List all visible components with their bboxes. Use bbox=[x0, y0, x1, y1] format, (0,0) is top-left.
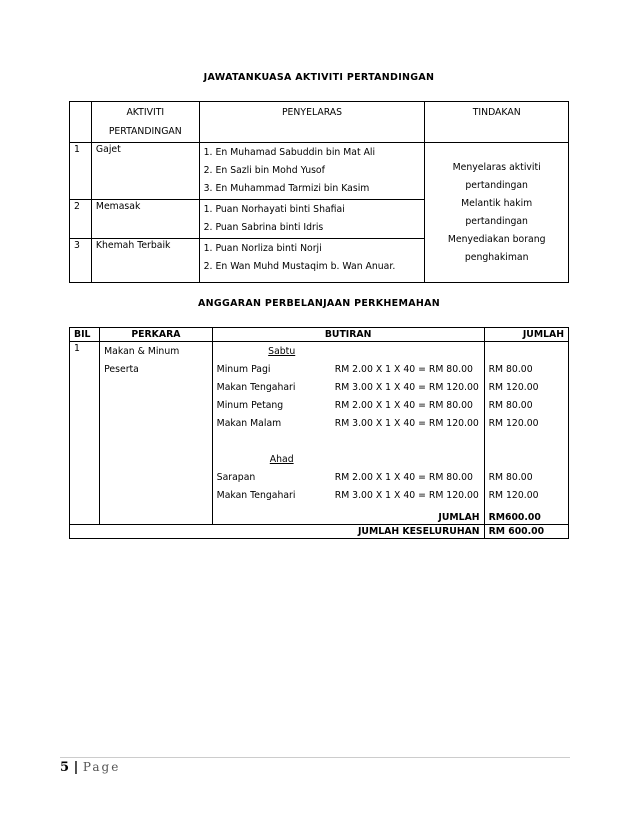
budget-title: ANGGARAN PERBELANJAAN PERKHEMAHAN bbox=[197, 298, 441, 309]
header-perkara: PERKARA bbox=[100, 328, 213, 342]
table-row bbox=[70, 342, 569, 507]
footer-separator: | bbox=[69, 760, 83, 775]
row-no: 3 bbox=[70, 239, 92, 283]
keseluruhan-row bbox=[70, 525, 569, 539]
committee-title: JAWATANKUASA AKTIVITI PERTANDINGAN bbox=[203, 72, 435, 83]
row-no: 1 bbox=[70, 143, 92, 200]
header-penyelaras: PENYELARAS bbox=[199, 102, 425, 143]
page-footer bbox=[60, 760, 120, 775]
table-header-row bbox=[70, 328, 569, 342]
row-penyelaras: 1. Puan Norhayati binti Shafiai 2. Puan Sabrina binti Idris bbox=[199, 200, 425, 239]
header-bil: BIL bbox=[70, 328, 100, 342]
row-aktiviti: Memasak bbox=[91, 200, 199, 239]
committee-table bbox=[69, 101, 569, 283]
keseluruhan-value: RM 600.00 bbox=[484, 525, 568, 539]
butiran-items: Sabtu Minum Pagi Makan Tengahari Minum Petang Makan Malam Ahad Sarapan Makan Tengahari bbox=[212, 342, 331, 507]
jumlah-label: JUMLAH bbox=[331, 506, 484, 525]
footer-divider bbox=[60, 757, 570, 758]
row-aktiviti: Gajet bbox=[91, 143, 199, 200]
header-no bbox=[70, 102, 92, 143]
page-number: 5 bbox=[60, 760, 70, 775]
header-jumlah: JUMLAH bbox=[484, 328, 568, 342]
row-penyelaras: 1. En Muhamad Sabuddin bin Mat Ali 2. En Sazli bin Mohd Yusof 3. En Muhammad Tarmizi bin Kasim bbox=[199, 143, 425, 200]
header-tindakan: TINDAKAN bbox=[425, 102, 569, 143]
keseluruhan-label: JUMLAH KESELURUHAN bbox=[70, 525, 485, 539]
table-header-row bbox=[70, 102, 569, 143]
jumlah-value: RM600.00 bbox=[484, 506, 568, 525]
row-bil: 1 bbox=[70, 342, 100, 525]
row-penyelaras: 1. Puan Norliza binti Norji 2. En Wan Muhd Mustaqim b. Wan Anuar. bbox=[199, 239, 425, 283]
row-aktiviti: Khemah Terbaik bbox=[91, 239, 199, 283]
butiran-calculations: RM 2.00 X 1 X 40 = RM 80.00 RM 3.00 X 1 X 40 = RM 120.00 RM 2.00 X 1 X 40 = RM 80.00 RM 3.00 X 1 X 40 = RM 120.00 RM 2.00 X 1 X 40 = RM 80.00 RM 3.00 X 1 X 40 = RM 120.00 bbox=[331, 342, 484, 507]
page-label: Page bbox=[82, 760, 121, 774]
header-aktiviti: AKTIVITI PERTANDINGAN bbox=[91, 102, 199, 143]
table-row bbox=[70, 143, 569, 200]
row-perkara: Makan & Minum Peserta bbox=[100, 342, 213, 507]
jumlah-row bbox=[70, 506, 569, 525]
tindakan-cell: Menyelaras aktiviti pertandingan Melantik hakim pertandingan Menyediakan borang penghakiman bbox=[425, 143, 569, 283]
row-no: 2 bbox=[70, 200, 92, 239]
header-butiran: BUTIRAN bbox=[212, 328, 484, 342]
budget-table bbox=[69, 327, 569, 539]
jumlah-amounts: RM 80.00 RM 120.00 RM 80.00 RM 120.00 RM 80.00 RM 120.00 bbox=[484, 342, 568, 507]
